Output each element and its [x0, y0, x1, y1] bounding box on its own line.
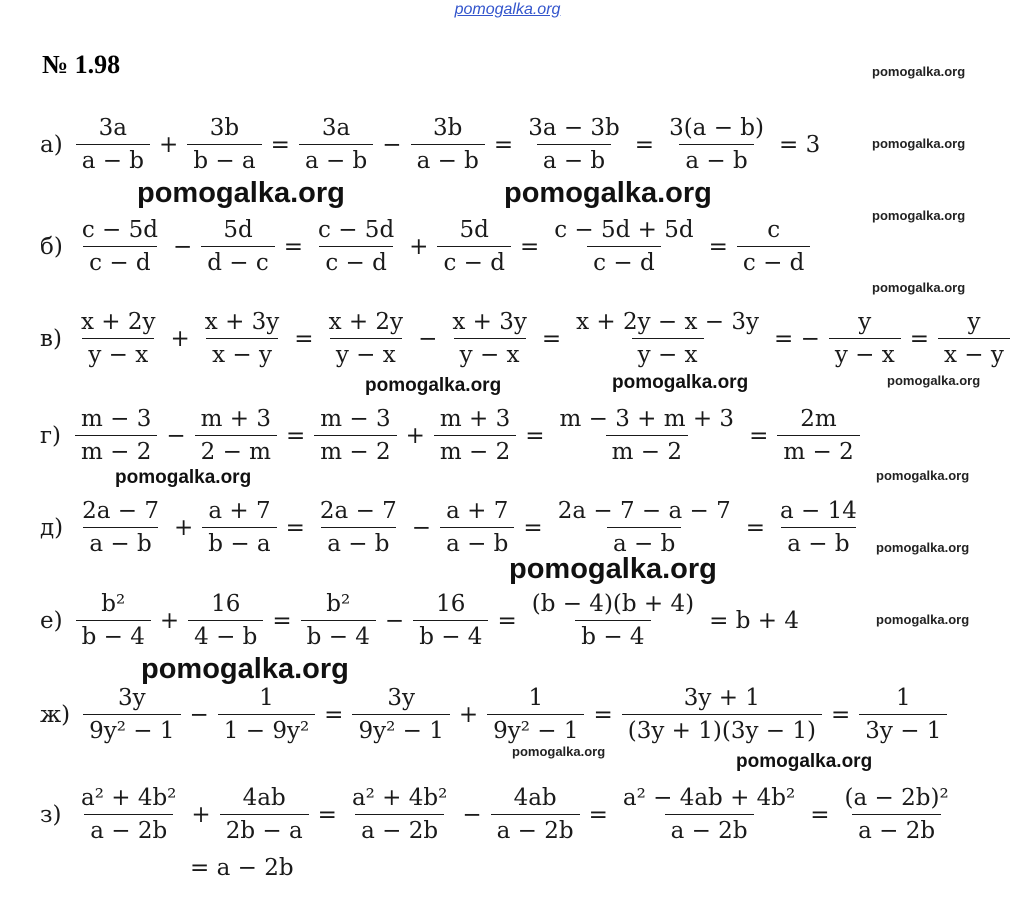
fraction-denominator: a − b: [83, 527, 157, 560]
fraction: [487, 682, 584, 747]
fraction: [299, 112, 373, 177]
math-operator: −: [418, 325, 438, 352]
watermark: pomogalka.org: [876, 540, 970, 555]
math-operator: =: [283, 233, 304, 260]
fraction-numerator: m − 3 + m + 3: [559, 406, 735, 432]
equation-row-zh: [40, 682, 950, 747]
fraction: [323, 306, 410, 371]
math-operator: −: [384, 607, 405, 634]
fraction-denominator: c − d: [437, 246, 511, 279]
fraction-numerator: 16: [211, 591, 241, 617]
fraction-denominator: c − d: [319, 246, 393, 279]
fraction-denominator: b − 4: [301, 620, 376, 653]
watermark: pomogalka.org: [504, 177, 712, 209]
math-operator: =: [588, 801, 608, 828]
fraction-denominator: 3y − 1: [859, 714, 947, 747]
fraction-numerator: 1: [259, 685, 274, 711]
math-operator: =: [317, 801, 337, 828]
math-operator: =: [810, 801, 830, 828]
fraction: [187, 112, 261, 177]
fraction-denominator: a − b: [781, 527, 855, 560]
fraction-numerator: 4ab: [513, 785, 557, 811]
fraction: [75, 782, 182, 847]
fraction: [526, 588, 700, 653]
math-operator: =: [541, 325, 562, 352]
fraction-denominator: 9y² − 1: [83, 714, 180, 747]
math-operator: +: [191, 801, 211, 828]
fraction-numerator: 3a: [98, 115, 128, 141]
fraction-numerator: (a − 2b)²: [844, 785, 949, 811]
watermark: pomogalka.org: [872, 280, 966, 295]
fraction: [552, 495, 737, 560]
equation-row-z: [40, 782, 958, 847]
watermark: pomogalka.org: [512, 744, 606, 759]
fraction-denominator: x − y: [938, 338, 1010, 371]
fraction-numerator: m + 3: [200, 406, 271, 432]
fraction: [522, 112, 626, 177]
math-operator: =: [272, 607, 292, 634]
fraction: [220, 782, 309, 847]
equation-label: б): [40, 233, 63, 260]
math-operator: =: [523, 514, 543, 541]
equation-label: а): [40, 131, 63, 158]
fraction-numerator: 5d: [459, 217, 489, 243]
fraction-numerator: x + 3y: [452, 309, 527, 335]
fraction: [737, 214, 811, 279]
fraction-denominator: c − d: [83, 246, 157, 279]
fraction-numerator: 2a − 7 − a − 7: [557, 498, 731, 524]
math-operator: =: [294, 325, 314, 352]
math-operator: +: [159, 607, 180, 634]
fraction-numerator: 3y: [387, 685, 415, 711]
math-operator: = 3: [779, 131, 821, 158]
fraction: [440, 495, 514, 560]
fraction-numerator: 2m: [800, 406, 837, 432]
fraction-numerator: x + 3y: [204, 309, 280, 335]
fraction-numerator: 3(a − b): [669, 115, 764, 141]
fraction-numerator: a² + 4b²: [351, 785, 448, 811]
fraction-denominator: c − d: [587, 246, 661, 279]
watermark: pomogalka.org: [876, 468, 970, 483]
math-operator: =: [634, 131, 655, 158]
fraction: [83, 682, 180, 747]
fraction: [76, 112, 150, 177]
fraction-numerator: 3a − 3b: [528, 115, 620, 141]
fraction: [346, 782, 453, 847]
fraction-denominator: a − b: [411, 144, 485, 177]
fraction-denominator: a − b: [440, 527, 514, 560]
equation-row-g: [40, 403, 863, 468]
math-operator: =: [270, 131, 290, 158]
equation-row-v: [40, 306, 1013, 371]
fraction-numerator: x + 2y: [328, 309, 404, 335]
fraction-denominator: b − 4: [76, 620, 151, 653]
equation-label: д): [40, 514, 64, 541]
fraction-numerator: 5d: [223, 217, 253, 243]
math-operator: +: [405, 422, 425, 449]
equation-row-d: [40, 495, 866, 560]
fraction: [199, 306, 286, 371]
fraction: [218, 682, 315, 747]
fraction-denominator: a − 2b: [84, 814, 173, 847]
fraction: [434, 403, 516, 468]
fraction: [314, 495, 403, 560]
fraction-numerator: m − 3: [320, 406, 391, 432]
equation-label: в): [40, 325, 62, 352]
math-operator: =: [324, 701, 344, 728]
math-operator: =: [519, 233, 540, 260]
fraction-denominator: 2b − a: [220, 814, 309, 847]
fraction: [301, 588, 376, 653]
fraction-denominator: a − b: [299, 144, 373, 177]
fraction-numerator: a² + 4b²: [81, 785, 177, 811]
watermark: pomogalka.org: [887, 373, 981, 388]
fraction-denominator: b − a: [187, 144, 261, 177]
fraction-numerator: b²: [326, 591, 351, 617]
math-operator: =: [285, 422, 306, 449]
fraction-denominator: y − x: [330, 338, 402, 371]
fraction: [312, 214, 400, 279]
math-operator: −: [166, 422, 186, 449]
fraction-numerator: m − 3: [81, 406, 152, 432]
fraction: [622, 682, 822, 747]
watermark: pomogalka.org: [137, 177, 345, 209]
fraction-numerator: a² − 4ab + 4b²: [622, 785, 796, 811]
fraction-numerator: (b − 4)(b + 4): [531, 591, 695, 617]
fraction-numerator: x + 2y − x − 3y: [576, 309, 760, 335]
fraction: [548, 214, 699, 279]
watermark: pomogalka.org: [365, 375, 502, 396]
fraction: [195, 403, 277, 468]
fraction-denominator: 9y² − 1: [487, 714, 584, 747]
fraction-numerator: m + 3: [439, 406, 511, 432]
fraction-numerator: b²: [101, 591, 126, 617]
watermark: pomogalka.org: [115, 467, 252, 488]
fraction-numerator: y: [967, 309, 981, 335]
fraction-numerator: 1: [528, 685, 544, 711]
fraction-numerator: 3y + 1: [683, 685, 760, 711]
equation-row-b: [40, 214, 813, 279]
fraction-numerator: 3a: [321, 115, 351, 141]
fraction: [446, 306, 533, 371]
math-operator: = −: [774, 325, 820, 352]
fraction-numerator: 2a − 7: [82, 498, 160, 524]
math-operator: −: [189, 701, 209, 728]
fraction: [75, 306, 162, 371]
fraction-denominator: a − b: [607, 527, 681, 560]
fraction-denominator: a − 2b: [852, 814, 941, 847]
fraction: [413, 588, 488, 653]
fraction-numerator: a − 14: [780, 498, 857, 524]
fraction: [411, 112, 485, 177]
fraction-numerator: 1: [896, 685, 911, 711]
fraction: [76, 214, 164, 279]
math-operator: −: [382, 131, 402, 158]
fraction-denominator: m − 2: [434, 435, 516, 468]
fraction-numerator: y: [858, 309, 872, 335]
watermark: pomogalka.org: [872, 64, 966, 79]
math-operator: +: [409, 233, 429, 260]
math-operator: −: [411, 514, 432, 541]
math-operator: =: [749, 422, 769, 449]
fraction: [76, 495, 165, 560]
fraction: [839, 782, 955, 847]
fraction-denominator: a − b: [537, 144, 611, 177]
fraction: [202, 495, 276, 560]
fraction-numerator: 4ab: [242, 785, 286, 811]
math-operator: =: [745, 514, 765, 541]
math-operator: =: [285, 514, 305, 541]
math-operator: =: [525, 422, 545, 449]
fraction: [570, 306, 765, 371]
fraction-numerator: c: [767, 217, 781, 243]
fraction-numerator: x + 2y: [81, 309, 156, 335]
math-operator: +: [159, 131, 179, 158]
watermark: pomogalka.org: [872, 136, 966, 151]
fraction-denominator: y − x: [82, 338, 154, 371]
fraction: [352, 682, 449, 747]
watermark: pomogalka.org: [141, 653, 349, 685]
fraction: [777, 403, 859, 468]
fraction-denominator: a − 2b: [491, 814, 580, 847]
fraction-numerator: 3y: [118, 685, 146, 711]
fraction-denominator: 9y² − 1: [352, 714, 449, 747]
fraction: [617, 782, 801, 847]
fraction-denominator: x − y: [206, 338, 278, 371]
fraction-denominator: 1 − 9y²: [218, 714, 315, 747]
fraction: [201, 214, 275, 279]
fraction-denominator: b − 4: [413, 620, 488, 653]
math-operator: =: [830, 701, 851, 728]
fraction-denominator: a − b: [679, 144, 753, 177]
fraction-denominator: m − 2: [777, 435, 859, 468]
fraction: [491, 782, 580, 847]
fraction-numerator: 16: [436, 591, 466, 617]
fraction-denominator: d − c: [201, 246, 275, 279]
site-link[interactable]: pomogalka.org: [454, 1, 561, 18]
equation-label: ж): [40, 701, 71, 728]
math-operator: +: [174, 514, 194, 541]
math-operator: −: [172, 233, 193, 260]
fraction-denominator: y − x: [829, 338, 901, 371]
equation-row-e: [40, 588, 805, 653]
fraction-denominator: a − b: [76, 144, 150, 177]
fraction-numerator: c − 5d + 5d: [554, 217, 694, 243]
watermark: pomogalka.org: [736, 751, 873, 772]
fraction: [76, 588, 151, 653]
watermark: pomogalka.org: [872, 208, 966, 223]
fraction-denominator: b − a: [202, 527, 276, 560]
fraction: [774, 495, 863, 560]
fraction: [188, 588, 263, 653]
math-operator: +: [170, 325, 190, 352]
fraction-denominator: a − 2b: [665, 814, 754, 847]
fraction-numerator: c − 5d: [81, 217, 158, 243]
fraction-denominator: y − x: [454, 338, 526, 371]
math-operator: =: [493, 131, 514, 158]
fraction-denominator: b − 4: [575, 620, 650, 653]
fraction: [859, 682, 947, 747]
fraction-denominator: 4 − b: [188, 620, 263, 653]
equation-label: з): [40, 801, 62, 828]
fraction-numerator: 3b: [209, 115, 240, 141]
fraction: [314, 403, 396, 468]
fraction-numerator: 2a − 7: [319, 498, 397, 524]
fraction-denominator: a − 2b: [355, 814, 444, 847]
equation-label: г): [40, 422, 62, 449]
watermark: pomogalka.org: [612, 372, 749, 393]
fraction: [554, 403, 741, 468]
fraction-denominator: (3y + 1)(3y − 1): [622, 714, 822, 747]
watermark: pomogalka.org: [876, 612, 970, 627]
fraction-denominator: m − 2: [606, 435, 688, 468]
fraction: [437, 214, 511, 279]
math-operator: =: [708, 233, 728, 260]
fraction-denominator: c − d: [737, 246, 811, 279]
fraction: [829, 306, 901, 371]
equation-label: е): [40, 607, 63, 634]
fraction-denominator: 2 − m: [195, 435, 277, 468]
fraction: [938, 306, 1010, 371]
equation-continuation: = a − 2b: [190, 855, 294, 881]
fraction: [663, 112, 770, 177]
watermark: pomogalka.org: [509, 553, 717, 585]
math-operator: =: [909, 325, 930, 352]
fraction-denominator: m − 2: [314, 435, 396, 468]
fraction-denominator: y − x: [632, 338, 704, 371]
math-operator: =: [497, 607, 517, 634]
fraction-numerator: 3b: [433, 115, 463, 141]
math-operator: +: [458, 701, 479, 728]
fraction-denominator: m − 2: [75, 435, 157, 468]
fraction-numerator: a + 7: [446, 498, 509, 524]
fraction-numerator: c − 5d: [318, 217, 395, 243]
math-operator: =: [593, 701, 613, 728]
math-operator: −: [462, 801, 482, 828]
fraction: [75, 403, 157, 468]
fraction-denominator: a − b: [321, 527, 395, 560]
fraction-numerator: a + 7: [208, 498, 271, 524]
math-operator: = b + 4: [709, 607, 799, 634]
equation-row-a: [40, 112, 826, 177]
problem-number: № 1.98: [42, 50, 121, 79]
